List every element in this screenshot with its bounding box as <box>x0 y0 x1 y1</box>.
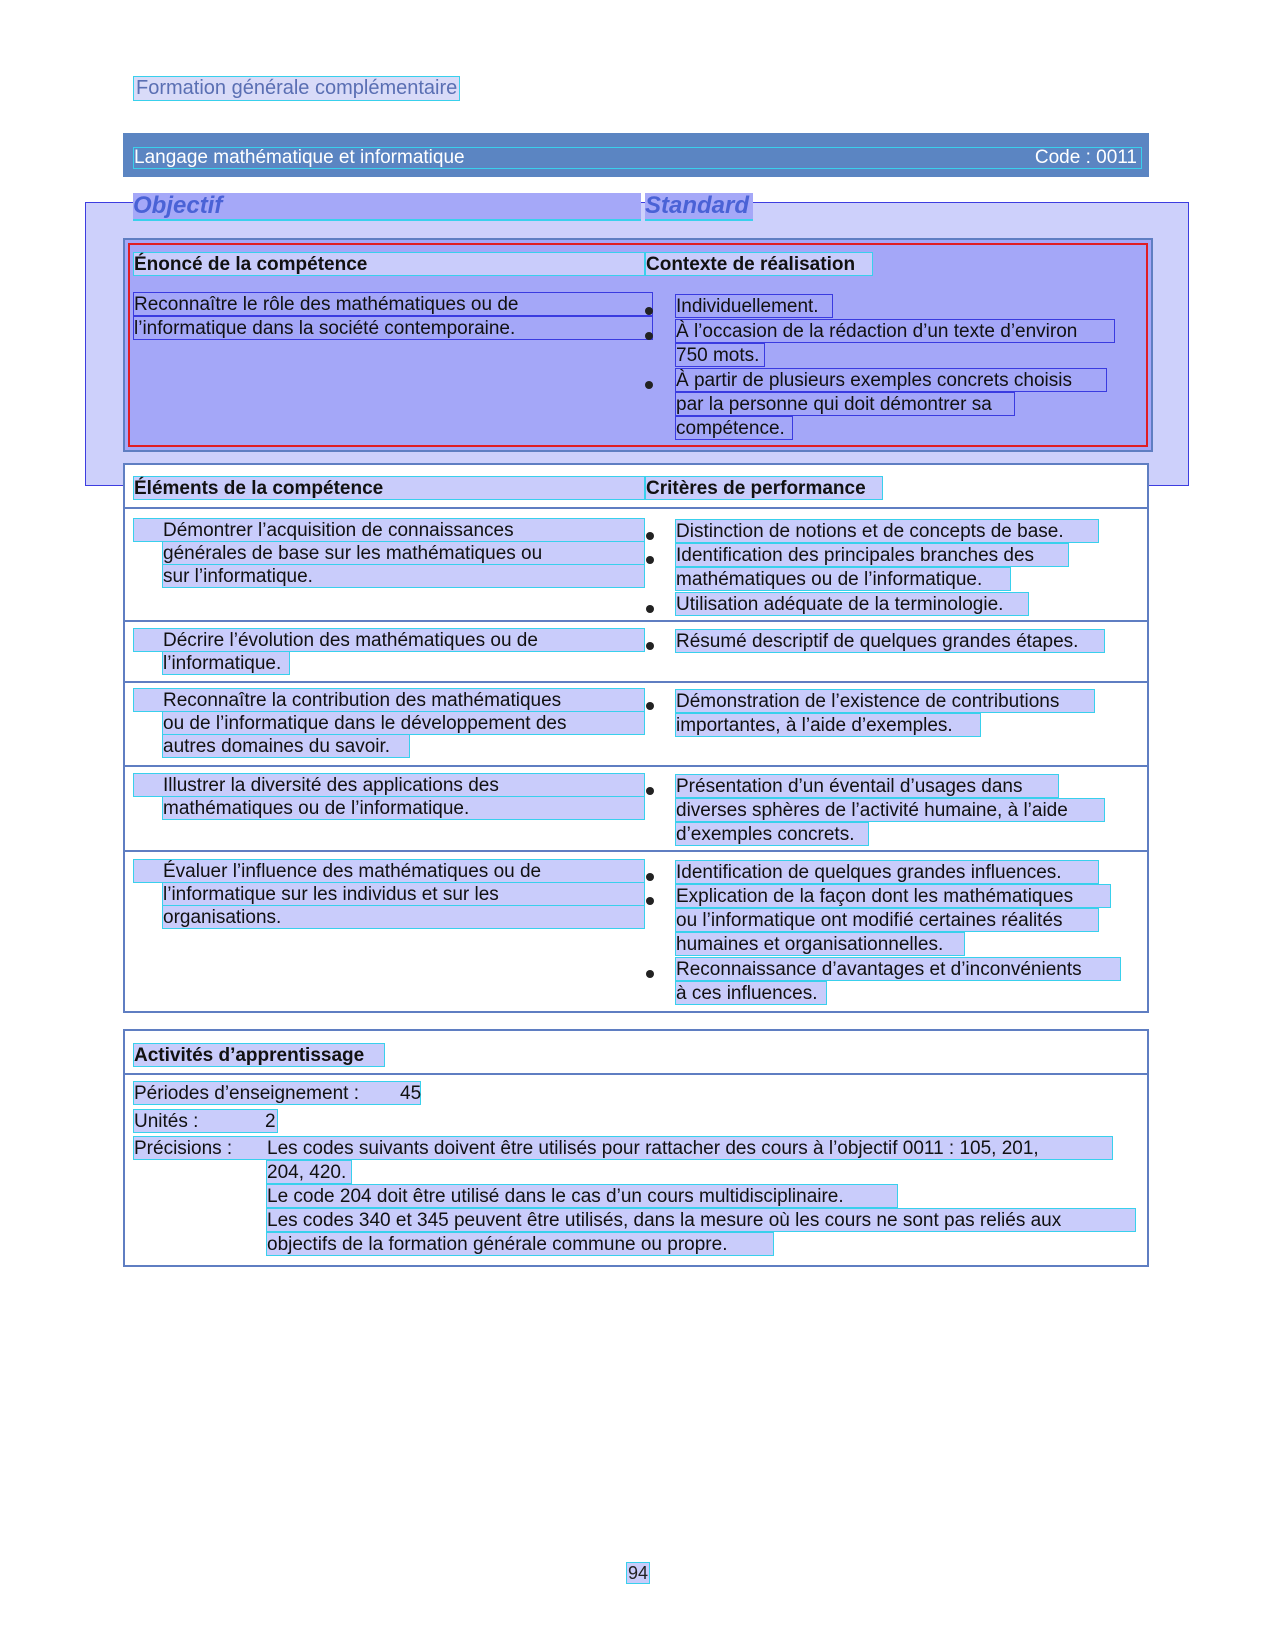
precisions-line: objectifs de la formation générale commune ou propre. <box>266 1232 774 1256</box>
precisions-line: Le code 204 doit être utilisé dans le cas d’un cours multidisciplinaire. <box>266 1184 898 1208</box>
unites-row <box>133 1109 278 1133</box>
unites-label: Unités : <box>134 1111 199 1132</box>
title-bar-content <box>133 147 1142 169</box>
element-line: l’informatique sur les individus et sur les <box>162 882 645 906</box>
critere-item: Identification de quelques grandes influences. <box>675 860 1099 884</box>
critere-item: Présentation d’un éventail d’usages dans <box>675 774 1059 798</box>
element-line: sur l’informatique. <box>162 564 645 588</box>
element-line: ou de l’informatique dans le développement des <box>162 711 645 735</box>
critere-item: Utilisation adéquate de la terminologie. <box>675 592 1029 616</box>
contexte-item: Individuellement. <box>675 294 833 318</box>
course-code: Code : 0011 <box>1034 147 1137 168</box>
contexte-item: À partir de plusieurs exemples concrets choisis <box>675 368 1107 392</box>
enonce-line: l’informatique dans la société contemporaine. <box>133 316 653 340</box>
contexte-header: Contexte de réalisation <box>645 252 873 276</box>
critere-bullet <box>646 551 654 569</box>
critere-item-cont: mathématiques ou de l’informatique. <box>675 567 1011 591</box>
activites-header: Activités d’apprentissage <box>133 1043 385 1067</box>
contexte-item-cont: compétence. <box>675 416 793 440</box>
critere-item: Démonstration de l’existence de contributions <box>675 689 1095 713</box>
contexte-bullet <box>645 327 653 345</box>
precisions-line: Les codes 340 et 345 peuvent être utilisés, dans la mesure où les cours ne sont pas reliés aux <box>266 1208 1136 1232</box>
element-line: Décrire l’évolution des mathématiques ou de <box>133 628 645 652</box>
critere-item-cont: diverses sphères de l’activité humaine, à l’aide <box>675 798 1105 822</box>
unites-value: 2 <box>265 1111 276 1132</box>
element-line: Démontrer l’acquisition de connaissances <box>133 518 645 542</box>
objectif-heading: Objectif <box>133 193 641 221</box>
critere-item-cont: ou l’informatique ont modifié certaines réalités <box>675 908 1099 932</box>
element-line: Reconnaître la contribution des mathématiques <box>133 688 645 712</box>
course-title: Langage mathématique et informatique <box>134 147 465 168</box>
periodes-row <box>133 1081 421 1105</box>
contexte-item-cont: par la personne qui doit démontrer sa <box>675 392 1015 416</box>
enonce-header: Énoncé de la compétence <box>133 252 645 276</box>
element-line: Évaluer l’influence des mathématiques ou de <box>133 859 645 883</box>
critere-item-cont: à ces influences. <box>675 981 827 1005</box>
critere-bullet <box>646 637 654 655</box>
critere-bullet <box>646 697 654 715</box>
critere-item-cont: humaines et organisationnelles. <box>675 932 965 956</box>
page-number: 94 <box>628 1563 649 1583</box>
element-line: générales de base sur les mathématiques ou <box>162 541 645 565</box>
criteres-header: Critères de performance <box>645 476 883 500</box>
element-line: mathématiques ou de l’informatique. <box>162 796 645 820</box>
critere-item: Explication de la façon dont les mathématiques <box>675 884 1111 908</box>
critere-item: Reconnaissance d’avantages et d’inconvénients <box>675 957 1121 981</box>
running-header: Formation générale complémentaire <box>133 76 460 101</box>
contexte-item-cont: 750 mots. <box>675 343 765 367</box>
critere-bullet <box>646 782 654 800</box>
critere-bullet <box>646 527 654 545</box>
standard-heading: Standard <box>645 193 753 221</box>
enonce-line: Reconnaître le rôle des mathématiques ou de <box>133 292 653 316</box>
critere-item-cont: importantes, à l’aide d’exemples. <box>675 713 981 737</box>
critere-bullet <box>646 868 654 886</box>
periodes-label: Périodes d’enseignement : <box>134 1083 359 1104</box>
critere-bullet <box>646 892 654 910</box>
critere-item: Résumé descriptif de quelques grandes étapes. <box>675 629 1105 653</box>
precisions-label: Précisions : <box>134 1138 233 1159</box>
element-line: autres domaines du savoir. <box>162 734 410 758</box>
element-line: l’informatique. <box>162 651 290 675</box>
critere-bullet <box>646 965 654 983</box>
element-line: organisations. <box>162 905 645 929</box>
precisions-row <box>133 1136 1113 1160</box>
element-line: Illustrer la diversité des applications des <box>133 773 645 797</box>
critere-item: Identification des principales branches des <box>675 543 1069 567</box>
critere-bullet <box>646 600 654 618</box>
contexte-bullet <box>645 376 653 394</box>
precisions-line: 204, 420. <box>266 1160 352 1184</box>
periodes-value: 45 <box>400 1083 422 1104</box>
critere-item: Distinction de notions et de concepts de base. <box>675 519 1099 543</box>
contexte-item: À l’occasion de la rédaction d’un texte d’environ <box>675 319 1115 343</box>
elements-header: Éléments de la compétence <box>133 476 645 500</box>
critere-item-cont: d’exemples concrets. <box>675 822 869 846</box>
contexte-bullet <box>645 302 653 320</box>
precisions-line: Les codes suivants doivent être utilisés pour rattacher des cours à l’objectif 0011 : 105, 201, <box>267 1138 1039 1159</box>
